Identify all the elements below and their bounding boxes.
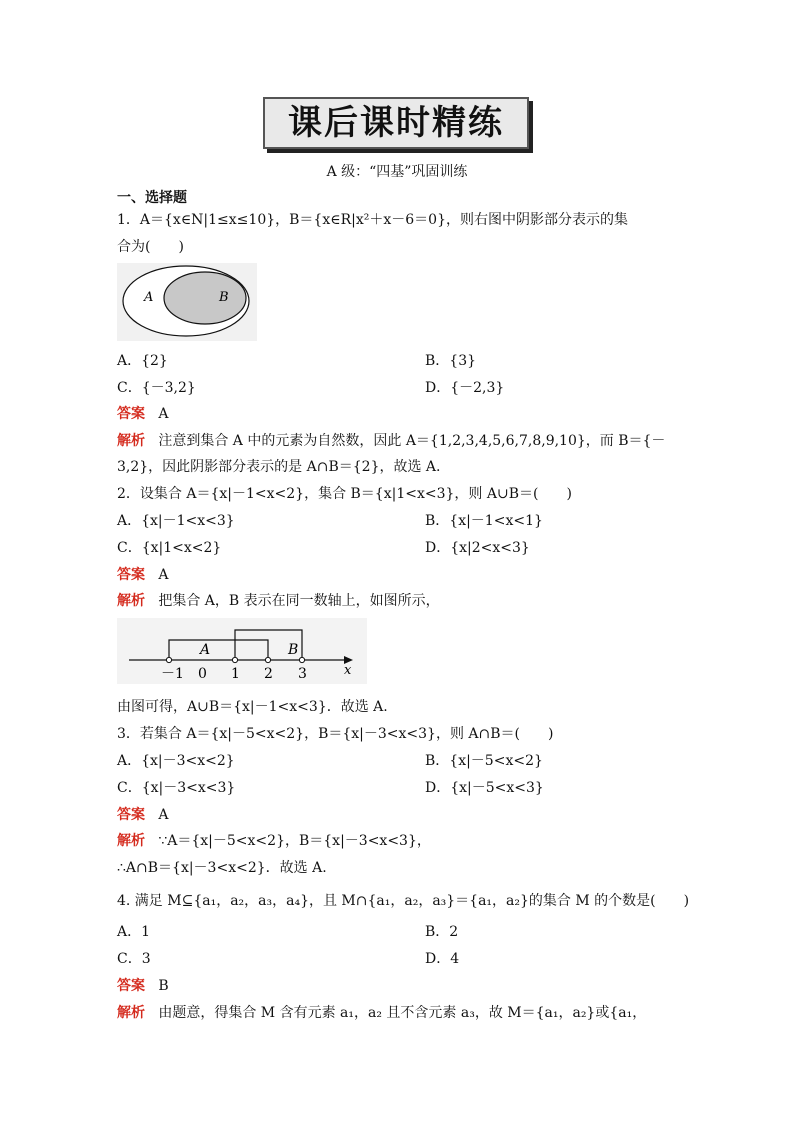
open-point-3 [299,657,304,662]
answer-label: 答案 [117,807,145,823]
q1-stem-line1: 1．A＝{x∈N|1≤x≤10}，B＝{x∈R|x²＋x－6＝0}，则右图中阴影部分表示的集 [117,212,628,228]
q3-analysis-line2: ∴A∩B＝{x|－3<x<2}．故选 A. [117,860,327,876]
q1-answer: A [158,406,169,422]
q3-stem: 3．若集合 A＝{x|－5<x<2}，B＝{x|－3<x<3}，则 A∩B＝( ) [117,726,554,742]
axis-variable-label: x [344,663,352,678]
subtitle: A 级：“四基”巩固训练 [326,164,468,180]
interval-b-label: B [288,642,299,658]
open-point-minus1 [166,657,171,662]
q2-option-c: C．{x|1<x<2} [117,540,222,556]
q1-answer-line [117,405,168,423]
q1-analysis-line2: 3,2}，因此阴影部分表示的是 A∩B＝{2}，故选 A. [117,459,441,475]
q3-answer: A [158,807,169,823]
q1-analysis-text1: 注意到集合 A 中的元素为自然数，因此 A＝{1,2,3,4,5,6,7,8,9,10}，而 B＝{－ [158,433,666,449]
q4-option-c: C．3 [117,951,151,967]
q4-analysis-text1: 由题意，得集合 M 含有元素 a₁，a₂ 且不含元素 a₃，故 M＝{a₁，a₂}或{a₁， [158,1005,647,1021]
q2-analysis-line1 [117,592,440,610]
q1-analysis-line1 [117,432,665,450]
analysis-label: 解析 [117,433,145,449]
q3-option-c: C．{x|－3<x<3} [117,780,236,796]
q2-analysis-text1: 把集合 A，B 表示在同一数轴上，如图所示， [158,593,440,609]
answer-label: 答案 [117,567,145,583]
q3-option-d: D．{x|－5<x<3} [425,780,544,796]
tick-label: 2 [264,666,273,682]
q1-option-b: B．{3} [425,353,477,369]
q3-answer-line [117,806,168,824]
venn-label-b: B [219,290,229,305]
venn-diagram [117,263,257,341]
interval-a-label: A [200,642,211,658]
q1-stem-line2: 合为( ) [117,239,184,255]
q3-analysis-line1 [117,832,431,850]
tick-label: 0 [198,666,207,682]
q2-answer-line [117,566,168,584]
q2-analysis-line2: 由图可得，A∪B＝{x|－1<x<3}．故选 A. [117,699,388,715]
tick-label: 1 [231,666,240,682]
q4-answer: B [158,978,169,994]
page-title: 课后课时精练 [288,103,504,143]
q2-option-a: A．{x|－1<x<3} [117,513,235,529]
open-point-1 [232,657,237,662]
q3-analysis-text1: ∵A＝{x|－5<x<2}，B＝{x|－3<x<3}， [158,833,431,849]
q4-option-b: B．2 [425,924,459,940]
q4-option-d: D．4 [425,951,460,967]
q2-option-b: B．{x|－1<x<1} [425,513,543,529]
q4-stem: 4. 满足 M⊆{a₁，a₂，a₃，a₄}，且 M∩{a₁，a₂，a₃}＝{a₁，a₂}的集合 M 的个数是( ) [117,893,690,909]
section-heading: 一、选择题 [117,190,187,206]
q3-option-a: A．{x|－3<x<2} [117,753,235,769]
q1-option-c: C．{－3,2} [117,380,196,396]
answer-label: 答案 [117,406,145,422]
q4-analysis-line1 [117,1004,646,1022]
q2-stem: 2．设集合 A＝{x|－1<x<2}，集合 B＝{x|1<x<3}，则 A∪B＝( ) [117,486,572,502]
open-point-2 [265,657,270,662]
tick-label: 3 [298,666,307,682]
answer-label: 答案 [117,978,145,994]
q2-option-d: D．{x|2<x<3} [425,540,530,556]
q4-answer-line [117,977,169,995]
tick-label: －1 [161,666,184,682]
page-title-box [263,97,529,149]
q1-option-a: A．{2} [117,353,168,369]
analysis-label: 解析 [117,593,145,609]
number-line-diagram [117,618,367,684]
q4-option-a: A．1 [117,924,151,940]
q3-option-b: B．{x|－5<x<2} [425,753,543,769]
venn-label-a: A [144,290,154,305]
q2-answer: A [158,567,169,583]
q1-option-d: D．{－2,3} [425,380,505,396]
analysis-label: 解析 [117,1005,145,1021]
analysis-label: 解析 [117,833,145,849]
number-line-background [117,618,367,684]
